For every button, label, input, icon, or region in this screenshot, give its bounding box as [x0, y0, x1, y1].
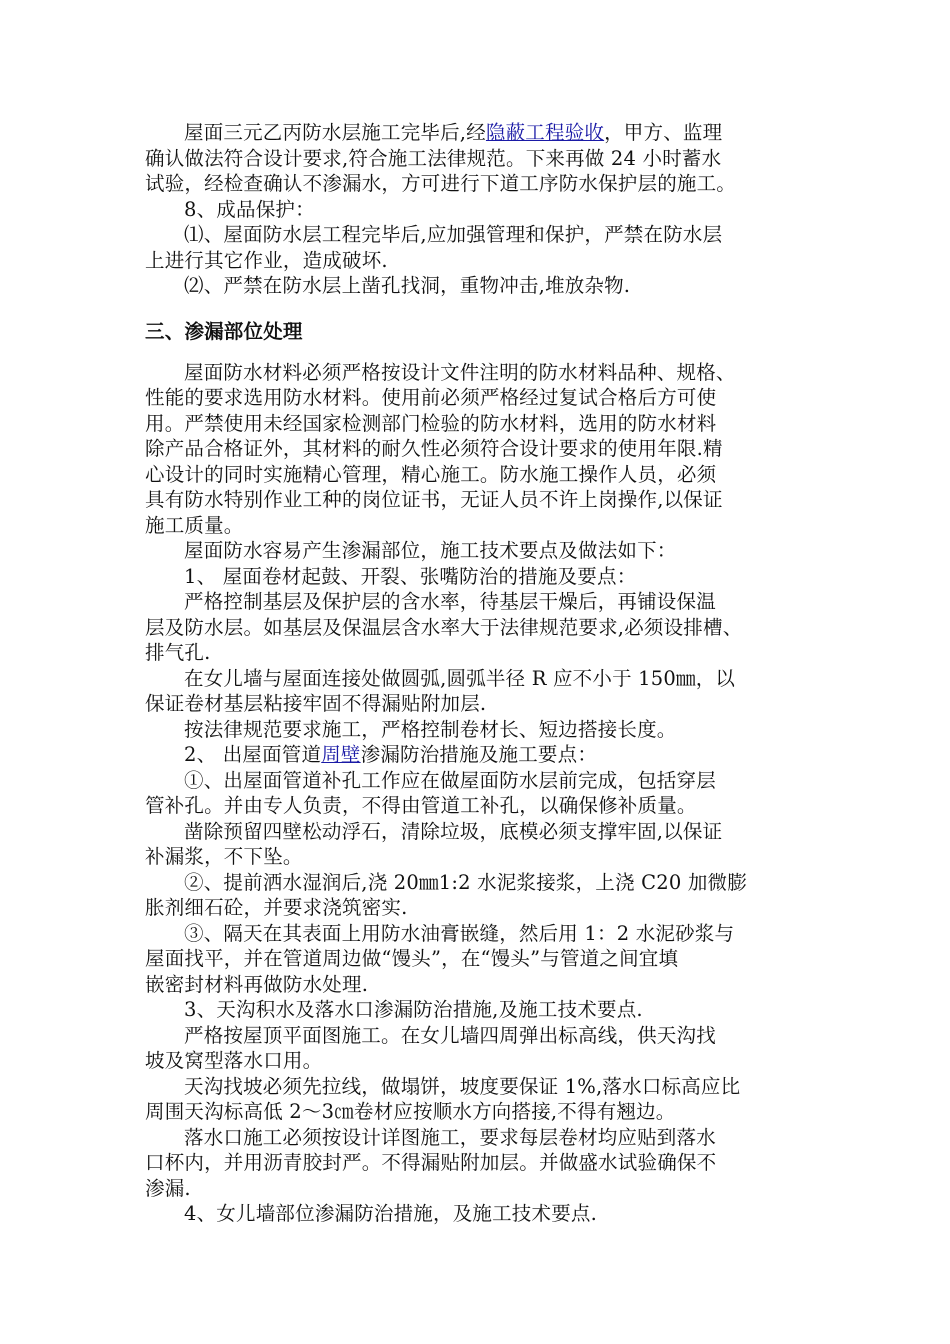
paragraph-gutter-slope [145, 1074, 813, 1125]
text-line: 周围天沟标高低 2～3㎝卷材应按顺水方向搭接,不得有翘边。 [145, 1100, 676, 1123]
text-line: ⑴、屋面防水层工程完毕后,应加强管理和保护，严禁在防水层 [184, 223, 723, 246]
text-line: 天沟找坡必须先拉线，做塌饼，坡度要保证 1%,落水口标高应比 [184, 1074, 741, 1098]
document-body [145, 120, 813, 1227]
text-line: 除产品合格证外，其材料的耐久性必须符合设计要求的使用年限.精 [145, 437, 723, 460]
text-line: 性能的要求选用防水材料。使用前必须严格经过复试合格后方可使 [145, 386, 717, 409]
text-line: 心设计的同时实施精心管理，精心施工。防水施工操作人员，必须 [145, 462, 717, 486]
pipe-wall-link[interactable]: 周壁 [321, 743, 361, 766]
text-line: 上进行其它作业，造成破坏. [145, 248, 388, 272]
text-line: ③、隔天在其表面上用防水油膏嵌缝，然后用 1：2 水泥砂浆与 [184, 921, 735, 945]
paragraph-lap-length: 按法律规范要求施工，严格控制卷材长、短边搭接长度。 [184, 717, 677, 741]
text-line: ②、提前洒水湿润后,浇 20㎜1:2 水泥浆接浆，上浇 C20 加微膨 [184, 870, 747, 894]
text-line: 管补孔。并由专人负责，不得由管道工补孔，以确保修补质量。 [145, 794, 697, 817]
text-line: 试验，经检查确认不渗漏水，方可进行下道工序防水保护层的施工。 [145, 172, 737, 195]
text-line: 胀剂细石砼，并要求浇筑密实. [145, 896, 408, 919]
paragraph-roof-plan [145, 1023, 813, 1074]
paragraph-product-protection: 8、成品保护： [184, 197, 315, 221]
text-line: 渗漏. [145, 1176, 191, 1200]
text-line: 保证卷材基层粘接牢固不得漏贴附加层. [145, 692, 487, 715]
paragraph-seal-joint [145, 921, 813, 998]
text-line: 施工质量。 [145, 513, 244, 537]
paragraph-parapet-arc [145, 666, 813, 717]
text-line: 嵌密封材料再做防水处理. [145, 972, 369, 996]
text-line: 落水口施工必须按设计详图施工，要求每层卷材均应贴到落水 [184, 1125, 716, 1149]
paragraph-clean-wall [145, 819, 813, 870]
text-line: 口杯内，并用沥青胶封严。不得漏贴附加层。并做盛水试验确保不 [145, 1151, 717, 1174]
item-3-title: 3、天沟积水及落水口渗漏防治措施,及施工技术要点. [184, 998, 643, 1021]
paragraph-pipe-hole-repair [145, 768, 813, 819]
text-line [145, 120, 813, 146]
paragraph-leak-intro: 屋面防水容易产生渗漏部位，施工技术要点及做法如下： [184, 539, 677, 562]
item-2-title [145, 742, 813, 768]
text-line: 用。严禁使用未经国家检测部门检验的防水材料，选用的防水材料 [145, 411, 717, 435]
section-heading: 三、渗漏部位处理 [145, 319, 303, 343]
text-line: 屋面防水材料必须严格按设计文件注明的防水材料品种、规格、 [184, 360, 736, 384]
paragraph-moisture-control [145, 589, 813, 666]
text-line: 严格按屋顶平面图施工。在女儿墙四周弹出标高线，供天沟找 [184, 1023, 716, 1047]
text-span: 渗漏防治措施及施工要点： [360, 743, 598, 766]
text-line: 坡及窝型落水口用。 [145, 1049, 323, 1072]
text-line: 在女儿墙与屋面连接处做圆弧,圆弧半径 R 应不小于 150㎜，以 [184, 666, 736, 690]
text-span: 2、 出屋面管道 [184, 743, 322, 766]
paragraph-protection-2: ⑵、严禁在防水层上凿孔找洞，重物冲击,堆放杂物. [184, 274, 631, 297]
text-line: 补漏浆，不下坠。 [145, 845, 303, 868]
item-4-title: 4、女儿墙部位渗漏防治措施，及施工技术要点. [184, 1202, 598, 1225]
text-span: ，甲方、监理 [604, 121, 723, 144]
text-line: 排气孔. [145, 641, 211, 664]
text-line: 屋面找平，并在管道周边做“馒头”，在“馒头”与管道之间宜填 [145, 947, 679, 970]
text-line: 严格控制基层及保护层的含水率，待基层干燥后，再铺设保温 [184, 590, 716, 613]
paragraph-grout-pour [145, 870, 813, 921]
paragraph-material-requirements [145, 360, 813, 539]
paragraph-protection-1 [145, 222, 813, 273]
text-line: 凿除预留四壁松动浮石，清除垃圾，底模必须支撑牢固,以保证 [184, 819, 723, 843]
text-span: 屋面三元乙丙防水层施工完毕后,经 [184, 121, 486, 144]
paragraph-acceptance [145, 120, 813, 197]
text-line: 具有防水特别作业工种的岗位证书，无证人员不许上岗操作,以保证 [145, 488, 723, 511]
text-line: ①、出屋面管道补孔工作应在做屋面防水层前完成，包括穿层 [184, 768, 716, 792]
text-line: 层及防水层。如基层及保温层含水率大于法律规范要求,必须设排槽、 [145, 615, 743, 639]
item-1-title: 1、 屋面卷材起鼓、开裂、张嘴防治的措施及要点： [184, 564, 637, 588]
paragraph-drain-outlet [145, 1125, 813, 1202]
hidden-works-acceptance-link[interactable]: 隐蔽工程验收 [485, 121, 605, 144]
text-line: 确认做法符合设计要求,符合施工法律规范。下来再做 24 小时蓄水 [145, 146, 722, 170]
